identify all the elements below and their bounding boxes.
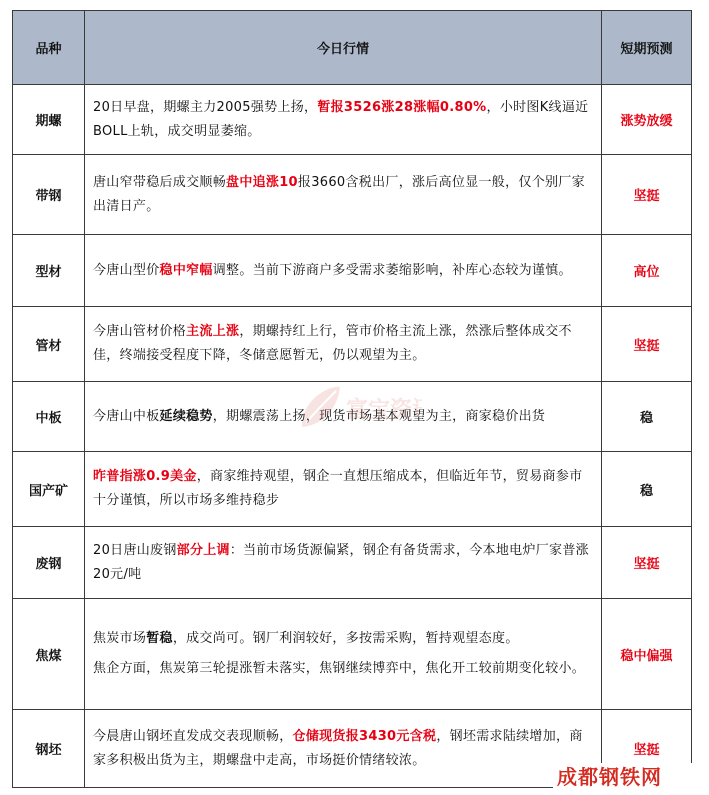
market-paragraph bbox=[93, 96, 593, 144]
row-forecast: 涨势放缓 bbox=[602, 85, 692, 155]
market-table bbox=[12, 10, 692, 788]
table-row bbox=[13, 307, 692, 382]
row-forecast: 坚挺 bbox=[602, 155, 692, 235]
body-text: 20日早盘，期螺主力2005强势上扬， bbox=[93, 99, 318, 115]
body-text: 调整。当前下游商户多受需求萎缩影响，补库心态较为谨慎。 bbox=[212, 262, 572, 278]
market-paragraph bbox=[93, 171, 593, 219]
market-paragraph bbox=[93, 657, 593, 681]
row-market-text bbox=[85, 85, 602, 155]
header-forecast: 短期预测 bbox=[602, 11, 692, 85]
header-category: 品种 bbox=[13, 11, 85, 85]
market-paragraph bbox=[93, 259, 593, 283]
table-row bbox=[13, 527, 692, 599]
body-text: 焦企方面，焦炭第三轮提涨暂未落实，焦钢继续博弈中，焦化开工较前期变化较小。 bbox=[93, 661, 586, 676]
emphasis-text: 延续稳势 bbox=[159, 408, 213, 424]
body-text: 今唐山中板 bbox=[93, 408, 160, 424]
body-text: 唐山窄带稳后成交顺畅 bbox=[93, 174, 227, 190]
watermark-text: 富宝资 bbox=[346, 398, 413, 423]
body-text: ，期螺震荡上扬，现货市场基本观望为主，商家稳价出货 bbox=[212, 408, 546, 424]
body-text: 20日唐山废钢 bbox=[93, 542, 177, 558]
market-paragraph bbox=[93, 465, 593, 513]
row-category: 型材 bbox=[13, 235, 85, 307]
row-market-text bbox=[85, 235, 602, 307]
row-category: 期螺 bbox=[13, 85, 85, 155]
table-row bbox=[13, 85, 692, 155]
table-row bbox=[13, 155, 692, 235]
emphasis-text: 暂稳 bbox=[146, 631, 173, 646]
row-market-text bbox=[85, 452, 602, 527]
highlight-text: 稳中窄幅 bbox=[159, 262, 213, 278]
body-text: ，商家维持观望，钢企一直想压缩成本，但临近年节，贸易商参市十分谨慎，所以市场多维持稳步 bbox=[93, 469, 583, 508]
body-text: 今晨唐山钢坯直发成交表现顺畅， bbox=[93, 728, 293, 744]
row-category: 中板 bbox=[13, 382, 85, 452]
row-forecast: 高位 bbox=[602, 235, 692, 307]
market-paragraph bbox=[93, 627, 593, 651]
body-text: ，小时图K线逼近BOLL上轨，成交明显萎缩。 bbox=[93, 99, 589, 139]
body-text: ，钢坯需求陆续增加，商家多积极出货为主，期螺盘中走高，市场挺价情绪较浓。 bbox=[93, 728, 583, 768]
body-text: ，成交尚可。钢厂利润较好，多按需采购，暂持观望态度。 bbox=[172, 631, 519, 646]
market-paragraph bbox=[93, 405, 593, 429]
table-row bbox=[13, 235, 692, 307]
body-text: 焦炭市场 bbox=[93, 631, 147, 646]
row-category: 废钢 bbox=[13, 527, 85, 599]
market-paragraph bbox=[93, 320, 593, 368]
row-category: 带钢 bbox=[13, 155, 85, 235]
row-forecast: 坚挺 bbox=[602, 710, 692, 788]
body-text: 报3660含税出厂，涨后高位显一般，仅个别厂家出清日产。 bbox=[93, 174, 585, 214]
highlight-text: 主流上涨 bbox=[186, 324, 240, 339]
header-market: 今日行情 bbox=[85, 11, 602, 85]
row-category: 焦煤 bbox=[13, 599, 85, 710]
body-text: 今唐山管材价格 bbox=[93, 324, 187, 339]
body-text: 今唐山型价 bbox=[93, 262, 160, 278]
table-body bbox=[13, 85, 692, 788]
table-row bbox=[13, 599, 692, 710]
market-paragraph bbox=[93, 539, 593, 587]
row-market-text bbox=[85, 527, 602, 599]
row-forecast: 稳 bbox=[602, 452, 692, 527]
highlight-text: 盘中追涨10 bbox=[226, 174, 298, 190]
row-category: 管材 bbox=[13, 307, 85, 382]
highlight-text: 部分上调 bbox=[176, 542, 230, 558]
table-row bbox=[13, 382, 692, 452]
highlight-text: 暂报3526涨28涨幅0.80% bbox=[317, 99, 487, 115]
row-forecast: 坚挺 bbox=[602, 307, 692, 382]
row-category: 钢坯 bbox=[13, 710, 85, 788]
highlight-text: 昨普指涨0.9美金 bbox=[93, 469, 197, 484]
corner-watermark bbox=[553, 763, 703, 791]
market-paragraph bbox=[93, 725, 593, 773]
row-forecast: 稳 bbox=[602, 382, 692, 452]
table-row bbox=[13, 452, 692, 527]
row-market-text bbox=[85, 382, 602, 452]
corner-watermark-text: 成都钢铁网 bbox=[557, 765, 662, 789]
row-market-text bbox=[85, 307, 602, 382]
body-text: ，期螺持红上行，管市价格主流上涨，然涨后整体成交不佳，终端接受程度下降，冬储意愿暂无，仍以观望为主。 bbox=[93, 324, 572, 363]
row-market-text bbox=[85, 710, 602, 788]
body-text: ：当前市场货源偏紧，钢企有备货需求，今本地电炉厂家普涨20元/吨 bbox=[93, 542, 589, 582]
row-forecast: 坚挺 bbox=[602, 527, 692, 599]
row-category: 国产矿 bbox=[13, 452, 85, 527]
highlight-text: 仓储现货报3430元含税 bbox=[292, 728, 437, 744]
row-market-text bbox=[85, 155, 602, 235]
table-header-row bbox=[13, 11, 692, 85]
row-market-text bbox=[85, 599, 602, 710]
row-forecast: 稳中偏强 bbox=[602, 599, 692, 710]
